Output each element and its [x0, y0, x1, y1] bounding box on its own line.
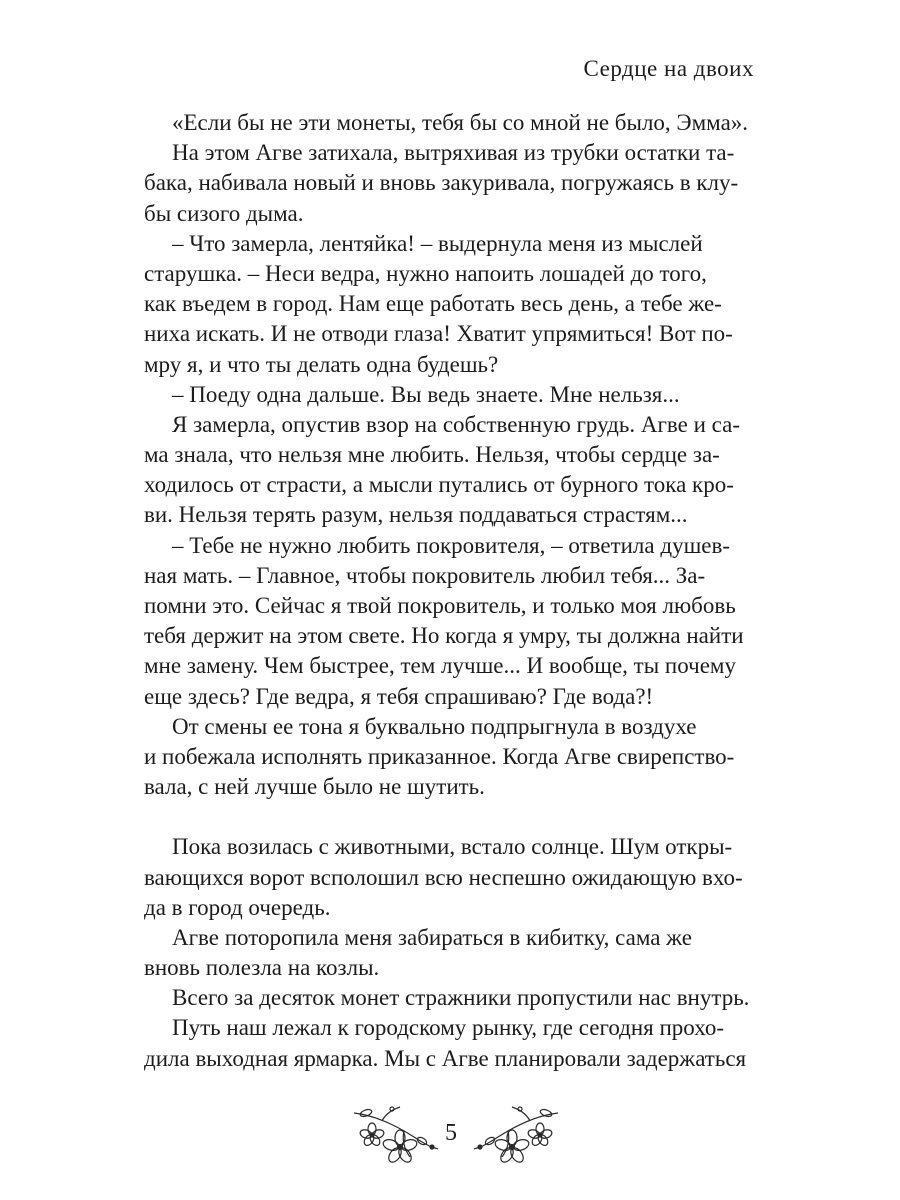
page-footer — [0, 1100, 900, 1180]
text-line: да в город очередь. — [144, 894, 331, 920]
text-line: «Если бы не эти монеты, тебя бы со мной не было, Эмма». — [172, 110, 749, 135]
text-line: вающихся ворот всполошил всю неспешно ожидающую вхо- — [144, 864, 743, 890]
text-line: тебя держит на этом свете. Но когда я умру, ты должна найти — [144, 623, 744, 649]
floral-branch-icon — [352, 1103, 440, 1175]
text-line: бы сизого дыма. — [144, 200, 304, 226]
text-line: На этом Агве затихала, вытряхивая из трубки остатки та- — [172, 140, 735, 166]
text-line: ви. Нельзя терять разум, нельзя поддаваться страстям... — [144, 502, 688, 528]
text-line: помни это. Сейчас я твой покровитель, и только моя любовь — [144, 593, 736, 618]
text-line: – Поеду одна дальше. Вы ведь знаете. Мне нельзя... — [172, 381, 680, 407]
page-number: 5 — [445, 1120, 457, 1146]
running-title: Сердце на двоих — [583, 56, 754, 81]
text-line: вала, с ней лучше было не шутить. — [144, 774, 485, 800]
text-line: еще здесь? Где ведра, я тебя спрашиваю? Где вода?! — [144, 683, 654, 709]
text-line: – Тебе не нужно любить покровителя, – ответила душев- — [172, 532, 731, 558]
text-line: Агве поторопила меня забираться в кибитку, сама же — [172, 924, 692, 950]
section-break — [144, 802, 758, 832]
main-text — [144, 108, 758, 1074]
text-line: ходилось от страсти, а мысли путались от бурного тока кро- — [144, 472, 734, 498]
text-line: мру я, и что ты делать одна будешь? — [144, 351, 499, 377]
text-line: ная мать. – Главное, чтобы покровитель любил тебя... За- — [144, 562, 706, 588]
text-line: и побежала исполнять приказанное. Когда Агве свирепство- — [144, 743, 735, 769]
text-line: старушка. – Неси ведра, нужно напоить лошадей до того, — [144, 260, 707, 286]
text-line: Пока возилась с животными, встало солнце. Шум откры- — [172, 834, 733, 860]
text-line: как въедем в город. Нам еще работать весь день, а тебе же- — [144, 291, 722, 317]
text-line: мне замену. Чем быстрее, тем лучше... И вообще, ты почему — [144, 653, 736, 679]
text-line: ма знала, что нельзя мне любить. Нельзя, чтобы сердце за- — [144, 442, 720, 468]
floral-branch-icon — [472, 1103, 560, 1175]
text-line: вновь полезла на козлы. — [144, 955, 380, 981]
text-line: дила выходная ярмарка. Мы с Агве планировали задержаться — [144, 1045, 747, 1071]
text-line: бака, набивала новый и вновь закуривала, погружаясь в клу- — [144, 170, 739, 196]
text-line: От смены ее тона я буквально подпрыгнула в воздухе — [172, 713, 697, 739]
text-line: – Что замерла, лентяйка! – выдернула меня из мыслей — [172, 230, 703, 256]
text-line: Я замерла, опустив взор на собственную грудь. Агве и са- — [172, 411, 741, 437]
text-line: Путь наш лежал к городскому рынку, где сегодня прохо- — [172, 1015, 725, 1041]
text-line: Всего за десяток монет стражники пропустили нас внутрь. — [172, 985, 750, 1011]
text-line: ниха искать. И не отводи глаза! Хватит упрямиться! Вот по- — [144, 321, 733, 347]
